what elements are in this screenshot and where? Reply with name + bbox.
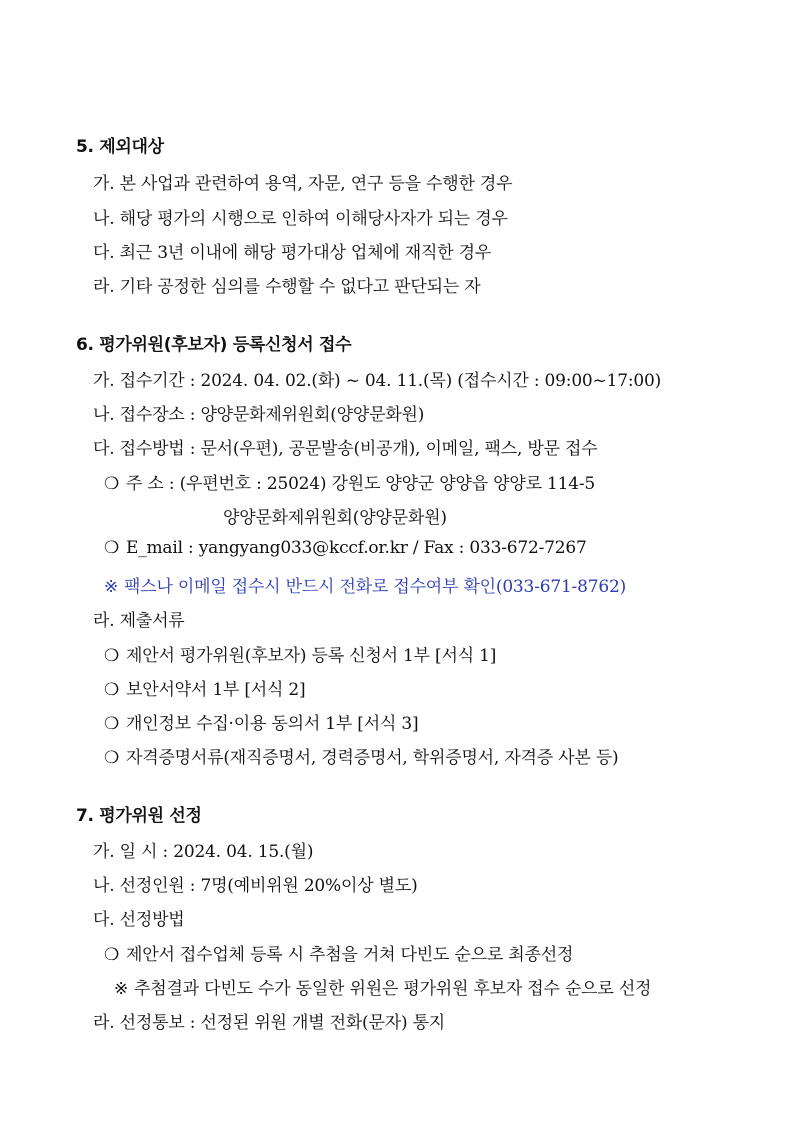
circle-bullet-icon: ❍ bbox=[104, 748, 120, 768]
sec5-item-ga: 가. 본 사업과 관련하여 용역, 자문, 연구 등을 수행한 경우 bbox=[93, 174, 513, 194]
sec6-contact bbox=[104, 538, 587, 558]
sec7-method-text: 제안서 접수업체 등록 시 추첨을 거쳐 다빈도 순으로 최종선정 bbox=[126, 945, 574, 965]
circle-bullet-icon: ❍ bbox=[104, 538, 120, 558]
sec7-method-title: 다. 선정방법 bbox=[93, 910, 185, 930]
sec6-note bbox=[104, 572, 626, 597]
sec6-doc-item bbox=[104, 743, 619, 768]
sec7-date: 가. 일 시 : 2024. 04. 15.(월) bbox=[93, 842, 314, 862]
circle-bullet-icon: ❍ bbox=[104, 474, 120, 494]
sec6-doc-item bbox=[104, 675, 305, 700]
sec6-doc-text: 자격증명서류(재직증명서, 경력증명서, 학위증명서, 자격증 사본 등) bbox=[126, 748, 619, 768]
sec6-note-text: 팩스나 이메일 접수시 반드시 전화로 접수여부 확인(033-671-8762) bbox=[124, 577, 626, 597]
sec5-item-da: 다. 최근 3년 이내에 해당 평가대상 업체에 재직한 경우 bbox=[93, 243, 492, 263]
sec6-doc-text: 제안서 평가위원(후보자) 등록 신청서 1부 [서식 1] bbox=[126, 646, 497, 666]
section-7-title: 7. 평가위원 선정 bbox=[76, 806, 202, 826]
section-6-title: 6. 평가위원(후보자) 등록신청서 접수 bbox=[76, 335, 352, 355]
sec6-doc-item bbox=[104, 641, 496, 666]
reference-mark-icon: ※ bbox=[104, 577, 119, 597]
sec5-item-na: 나. 해당 평가의 시행으로 인하여 이해당사자가 되는 경우 bbox=[93, 209, 508, 229]
sec7-method-note-text: 추첨결과 다빈도 수가 동일한 위원은 평가위원 후보자 접수 순으로 선정 bbox=[134, 979, 652, 999]
sec6-address-line2: 양양문화제위원회(양양문화원) bbox=[223, 508, 447, 528]
circle-bullet-icon: ❍ bbox=[104, 680, 120, 700]
sec6-address bbox=[104, 469, 595, 494]
sec6-doc-text: 보안서약서 1부 [서식 2] bbox=[126, 680, 306, 700]
sec6-doc-item bbox=[104, 709, 418, 734]
sec6-docs-title: 라. 제출서류 bbox=[93, 611, 185, 631]
reference-mark-icon: ※ bbox=[114, 979, 129, 999]
sec7-method-item bbox=[104, 940, 573, 965]
sec7-method-note bbox=[114, 974, 651, 999]
sec7-notify: 라. 선정통보 : 선정된 위원 개별 전화(문자) 통지 bbox=[93, 1013, 446, 1033]
sec6-place: 나. 접수장소 : 양양문화제위원회(양양문화원) bbox=[93, 405, 425, 425]
sec5-item-ra: 라. 기타 공정한 심의를 수행할 수 없다고 판단되는 자 bbox=[93, 277, 481, 297]
sec7-count: 나. 선정인원 : 7명(예비위원 20%이상 별도) bbox=[93, 876, 418, 896]
sec6-contact-text: E_mail : yangyang033@kccf.or.kr / Fax : 033-672-7267 bbox=[126, 538, 587, 558]
sec6-doc-text: 개인정보 수집·이용 동의서 1부 [서식 3] bbox=[126, 714, 419, 734]
sec6-period: 가. 접수기간 : 2024. 04. 02.(화) ~ 04. 11.(목) (접수시간 : 09:00~17:00) bbox=[93, 371, 662, 391]
circle-bullet-icon: ❍ bbox=[104, 646, 120, 666]
circle-bullet-icon: ❍ bbox=[104, 945, 120, 965]
section-5-title: 5. 제외대상 bbox=[76, 137, 164, 157]
sec6-address-text: 주 소 : (우편번호 : 25024) 강원도 양양군 양양읍 양양로 114-5 bbox=[126, 474, 596, 494]
circle-bullet-icon: ❍ bbox=[104, 714, 120, 734]
sec6-method: 다. 접수방법 : 문서(우편), 공문발송(비공개), 이메일, 팩스, 방문 접수 bbox=[93, 439, 598, 459]
